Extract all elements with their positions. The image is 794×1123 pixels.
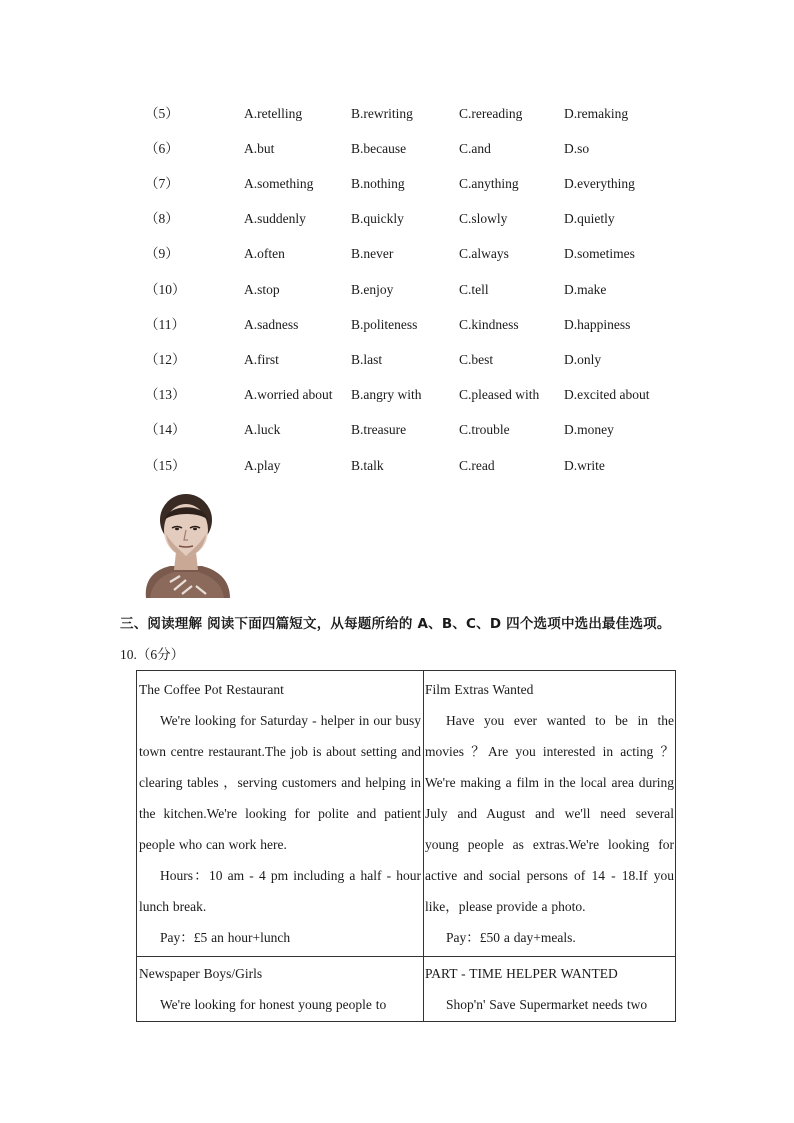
- option-row-9: [0, 244, 794, 264]
- part-time-helper-body: Shop'n' Save Supermarket needs two: [446, 997, 648, 1012]
- author-portrait-image: [140, 490, 232, 598]
- table-divider-vertical: [423, 671, 424, 1021]
- newspaper-title: Newspaper Boys/Girls: [139, 966, 263, 981]
- question-number: （14）: [145, 422, 186, 437]
- option-c: C.always: [459, 246, 509, 261]
- film-extras-pay: Pay：£50 a day+meals.: [446, 930, 576, 945]
- newspaper-body: We're looking for honest young people to: [160, 997, 387, 1012]
- option-d: D.money: [564, 422, 614, 437]
- option-b: B.never: [351, 246, 394, 261]
- question-number: （6）: [145, 141, 179, 156]
- option-b: B.nothing: [351, 176, 405, 191]
- coffee-pot-title: The Coffee Pot Restaurant: [139, 682, 284, 697]
- option-a: A.retelling: [244, 106, 303, 121]
- option-a: A.but: [244, 141, 275, 156]
- option-row-11: [0, 315, 794, 335]
- option-a: A.play: [244, 458, 281, 473]
- film-extras-title: Film Extras Wanted: [425, 682, 534, 697]
- part-time-helper-ad: [425, 958, 674, 1020]
- advertisement-table: [136, 670, 676, 1022]
- option-b: B.treasure: [351, 422, 407, 437]
- option-b: B.last: [351, 352, 383, 367]
- newspaper-ad: [139, 958, 421, 1020]
- option-d: D.remaking: [564, 106, 629, 121]
- question-10-label: 10.（6分）: [120, 647, 185, 662]
- option-row-13: [0, 385, 794, 405]
- option-c: C.best: [459, 352, 494, 367]
- question-number: （13）: [145, 387, 186, 402]
- question-number: （5）: [145, 106, 179, 121]
- option-c: C.slowly: [459, 211, 508, 226]
- option-c: C.tell: [459, 282, 489, 297]
- option-b: B.enjoy: [351, 282, 394, 297]
- option-row-14: [0, 420, 794, 440]
- option-d: D.happiness: [564, 317, 631, 332]
- option-c: C.pleased with: [459, 387, 540, 402]
- option-a: A.something: [244, 176, 314, 191]
- coffee-pot-ad: [139, 674, 421, 954]
- coffee-pot-pay: Pay：£5 an hour+lunch: [160, 930, 291, 945]
- option-d: D.only: [564, 352, 602, 367]
- option-row-10: [0, 280, 794, 300]
- question-number: （15）: [145, 458, 186, 473]
- option-a: A.often: [244, 246, 285, 261]
- option-a: A.first: [244, 352, 279, 367]
- option-c: C.kindness: [459, 317, 519, 332]
- option-c: C.anything: [459, 176, 519, 191]
- option-b: B.quickly: [351, 211, 404, 226]
- question-number: （7）: [145, 176, 179, 191]
- film-extras-ad: [425, 674, 674, 954]
- option-b: B.rewriting: [351, 106, 413, 121]
- question-number: （12）: [145, 352, 186, 367]
- part-time-helper-title: PART - TIME HELPER WANTED: [425, 966, 618, 981]
- option-b: B.because: [351, 141, 407, 156]
- option-d: D.make: [564, 282, 607, 297]
- question-number: （8）: [145, 211, 179, 226]
- option-row-15: [0, 456, 794, 476]
- coffee-pot-hours: Hours：10 am - 4 pm including a half - hour lunch break.: [139, 868, 421, 914]
- question-number: （11）: [145, 317, 185, 332]
- option-row-5: [0, 104, 794, 124]
- film-extras-body: Have you ever wanted to be in the movies ？Are you interested in acting ？We're making a film in the local area during July and August and we'll need several young people as extras.We're looking for active and social persons of 14 - 18.If you like，please provide a photo.: [425, 713, 674, 914]
- option-d: D.write: [564, 458, 605, 473]
- option-row-7: [0, 174, 794, 194]
- option-a: A.stop: [244, 282, 280, 297]
- option-d: D.everything: [564, 176, 635, 191]
- option-row-6: [0, 139, 794, 159]
- option-d: D.quietly: [564, 211, 615, 226]
- option-d: D.sometimes: [564, 246, 635, 261]
- option-a: A.suddenly: [244, 211, 306, 226]
- question-number: （10）: [145, 282, 186, 297]
- option-b: B.politeness: [351, 317, 418, 332]
- option-row-12: [0, 350, 794, 370]
- question-number: （9）: [145, 246, 179, 261]
- coffee-pot-body: We're looking for Saturday - helper in our busy town centre restaurant.The job is about setting and clearing tables ，serving customers and helping in the kitchen.We're looking for polite and patient people who can work here.: [139, 713, 421, 852]
- option-c: C.read: [459, 458, 495, 473]
- option-b: B.talk: [351, 458, 384, 473]
- option-c: C.and: [459, 141, 491, 156]
- table-divider-horizontal: [137, 956, 675, 957]
- option-d: D.excited about: [564, 387, 650, 402]
- option-a: A.worried about: [244, 387, 333, 402]
- option-b: B.angry with: [351, 387, 422, 402]
- option-c: C.trouble: [459, 422, 510, 437]
- option-a: A.luck: [244, 422, 281, 437]
- option-a: A.sadness: [244, 317, 299, 332]
- option-d: D.so: [564, 141, 590, 156]
- option-row-8: [0, 209, 794, 229]
- reading-section-heading: 三、阅读理解 阅读下面四篇短文，从每题所给的 A、B、C、D 四个选项中选出最佳选项。: [120, 616, 671, 632]
- option-c: C.rereading: [459, 106, 523, 121]
